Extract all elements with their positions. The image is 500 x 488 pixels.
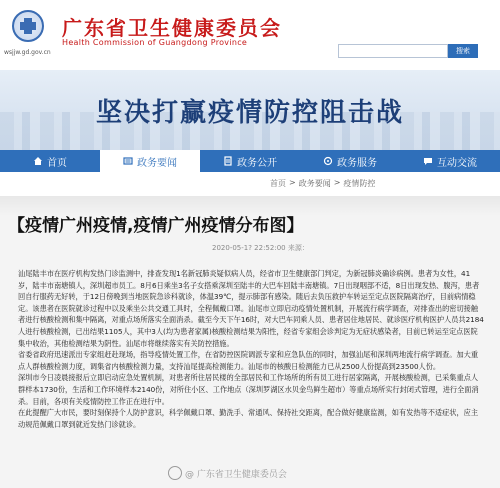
- chat-icon: [423, 156, 433, 166]
- breadcrumb-item-news[interactable]: 政务要闻: [298, 179, 331, 188]
- watermark: [168, 466, 287, 480]
- campaign-banner: [0, 70, 500, 150]
- article-title: 【疫情广州疫情,疫情广州疫情分布图】: [8, 216, 304, 236]
- article-shadow: [0, 196, 500, 216]
- service-icon: [323, 156, 333, 166]
- nav-item-home[interactable]: [0, 150, 100, 172]
- site-subtitle: Health Commission of Guangdong Province: [62, 38, 248, 47]
- breadcrumb-separator: >: [289, 178, 296, 187]
- watermark-text: @ 广东省卫生健康委员会: [185, 469, 287, 480]
- logo-url: wsjjw.gd.gov.cn: [4, 49, 51, 56]
- home-icon: [33, 156, 43, 166]
- article-paragraph: 深圳市今日凌晨接报后立即启动应急处置机制，对患者所住居民楼的全部居民和工作场所的所有员工进行居家隔离，开展核酸检测，已采集重点人群样本1730份，生活和工作环境样本2140份，对所住小区、工作地点（深圳罗湖区水贝金鸟鲜生超市）等重点场所实行封闭式管理，进行全面消杀。目前，各项有关疫情防控工作正在进行中。: [18, 373, 479, 406]
- article-date: 2020-05-1? 22:52:00 来源：: [212, 244, 309, 252]
- breadcrumb-item-epidemic[interactable]: 疫情防控: [343, 179, 376, 188]
- article-paragraph: 省委省政府迅速派出专家组赶赴现场，指导疫情处置工作，在省防控医院调派专家和应急队伍的同时，加强汕尾和深圳两地流行病学调查。加大重点人群核酸检测力度，调集省内核酸检测力量，支持汕尾提高检测能力。汕尾市的核酸日检测能力已从2500人份提高到23500人份。: [18, 350, 479, 371]
- banner-slogan: 坚决打赢疫情防控阻击战: [95, 98, 404, 128]
- nav-item-news[interactable]: [100, 150, 200, 172]
- breadcrumb-item-home[interactable]: 首页: [270, 179, 286, 188]
- document-icon: [223, 156, 233, 166]
- watermark-logo-icon: [168, 466, 182, 480]
- search-input[interactable]: [338, 44, 448, 58]
- nav-label: 互动交流: [437, 157, 477, 169]
- logo-icon[interactable]: [12, 10, 44, 42]
- news-icon: [123, 156, 133, 166]
- site-title[interactable]: 广东省卫生健康委员会: [62, 16, 282, 40]
- nav-label: 政务要闻: [137, 157, 177, 169]
- search-button[interactable]: 搜索: [448, 44, 478, 58]
- article-body: [18, 238, 484, 430]
- article-paragraph: 汕尾陆丰市在医疗机构发热门诊监测中，排查发现1名新冠肺炎疑似病人员，经省市卫生健康部门判定，为新冠肺炎确诊病例。患者为女性，41岁，陆丰市南塘镇人，深圳超市员工。8月6日乘坐3名子女搭乘深圳至陆丰的大巴车回陆丰南塘镇。7日出现咽部不适，8日出现发热、腹泻，患者回自行服药无好转，于12日傍晚到当地医院急诊科就诊，体温39℃，提示肺部有感染。随后去负压救护车转运至定点医院隔离治疗，目前病情稳定。该患者在医院就诊过程中以及乘坐公共交通工具时，全程佩戴口罩。汕尾市立即启动疫情处置机制，开展流行病学调查，对排查出的密切接触者进行核酸检测和集中隔离，对重点场所落实全面消杀。截至今天下午16时，对大巴车同乘人员、患者居住地居民、就诊医疗机构医护人员共2184人进行核酸检测，已出结果1105人，其中3人(均为患者家属)核酸检测结果为阳性，经省专家组会诊判定为无症状感染者，目前已转运至定点医院集中收治，其他检测结果为阴性。汕尾市将继续落实有关防控措施。: [18, 269, 484, 348]
- nav-label: 政务公开: [237, 157, 277, 169]
- nav-label: 政务服务: [337, 157, 377, 169]
- nav-label: 首页: [47, 157, 67, 169]
- main-nav: [0, 150, 500, 172]
- logo-cross-horizontal: [20, 22, 36, 30]
- breadcrumb-separator: >: [333, 178, 341, 187]
- nav-item-interact[interactable]: [400, 150, 500, 172]
- nav-item-service[interactable]: [300, 150, 400, 172]
- article-paragraph: 在此提醒广大市民，要时刻保持个人防护意识，科学佩戴口罩、勤洗手、常通风、保持社交距离，配合做好健康监测，如有发热等不适症状，应主动规范佩戴口罩到就近发热门诊就诊。: [18, 408, 479, 429]
- breadcrumb: [270, 178, 375, 189]
- site-header: [0, 0, 500, 70]
- nav-item-public[interactable]: [200, 150, 300, 172]
